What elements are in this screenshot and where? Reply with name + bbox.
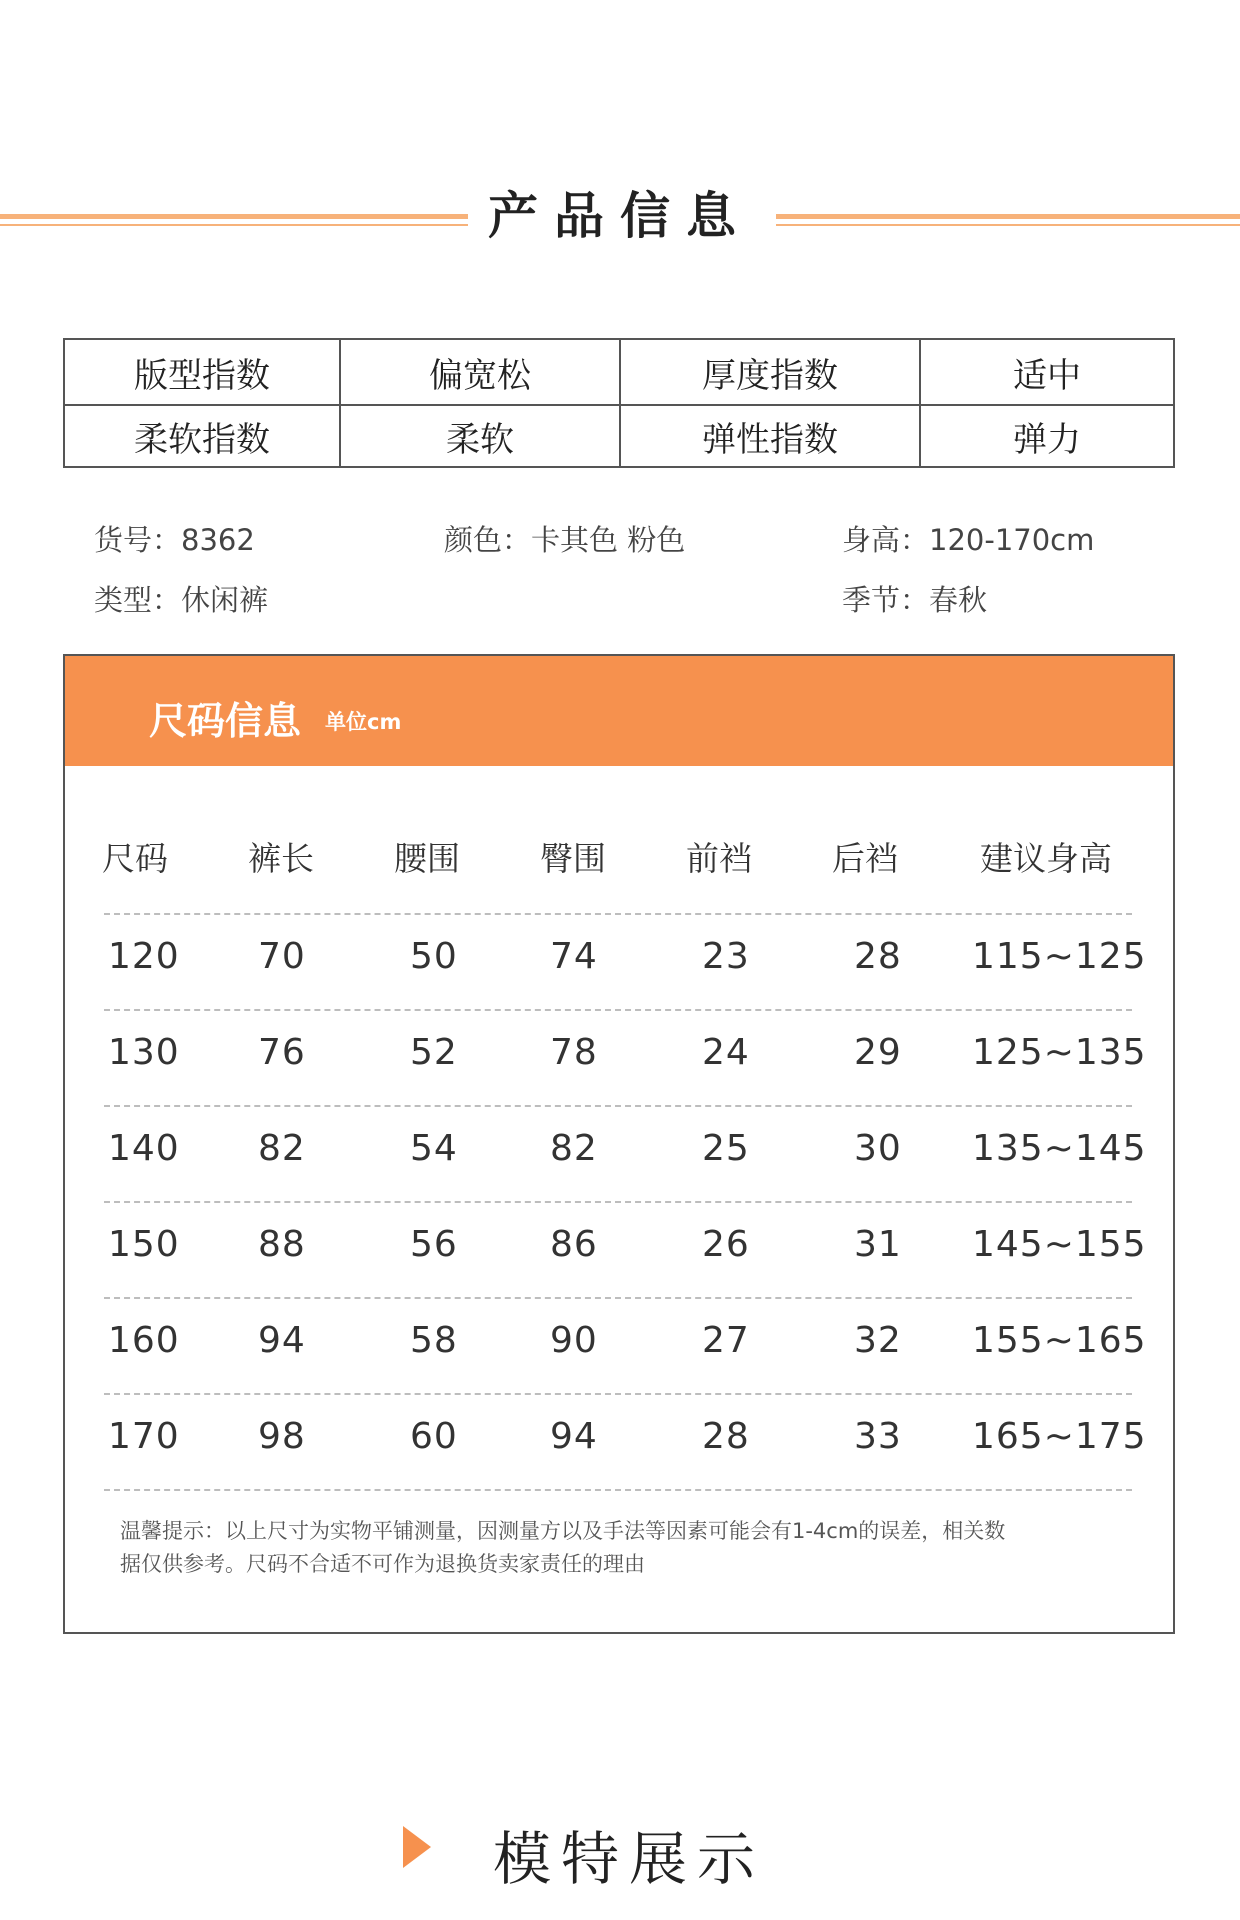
attr-elasticity-value: 弹力: [1013, 419, 1081, 460]
table-cell: 115~125: [972, 936, 1147, 977]
table-cell: 29: [854, 1032, 902, 1073]
table-cell: 33: [854, 1416, 902, 1457]
attr-elasticity-label: 弹性指数: [702, 419, 838, 460]
table-cell: 30: [854, 1128, 902, 1169]
table-cell: 125~135: [972, 1032, 1147, 1073]
table-cell: 50: [410, 936, 458, 977]
size-unit: 单位cm: [325, 710, 402, 734]
row-divider: [104, 1105, 1132, 1107]
attribute-table: [63, 338, 1175, 468]
table-cell: 98: [258, 1416, 306, 1457]
table-cell: 28: [702, 1416, 750, 1457]
attr-thickness-value: 适中: [1013, 355, 1081, 396]
col-header-hip: 臀围: [540, 839, 606, 878]
table-cell: 26: [702, 1224, 750, 1265]
recommended-height: 身高：120-170cm: [842, 523, 1095, 557]
col-header-height: 建议身高: [980, 839, 1112, 878]
attr-fit-label: 版型指数: [134, 355, 270, 396]
play-triangle-icon: [403, 1826, 431, 1868]
attr-softness-label: 柔软指数: [134, 419, 270, 460]
table-cell: 31: [854, 1224, 902, 1265]
col-header-length: 裤长: [248, 839, 314, 878]
row-divider: [104, 1393, 1132, 1395]
attr-softness-value: 柔软: [446, 419, 514, 460]
product-type: 类型：休闲裤: [94, 583, 269, 617]
row-divider: [104, 1489, 1132, 1491]
table-cell: 165~175: [972, 1416, 1147, 1457]
table-cell: 23: [702, 936, 750, 977]
table-cell: 70: [258, 936, 306, 977]
table-cell: 94: [258, 1320, 306, 1361]
product-color: 颜色：卡其色 粉色: [444, 523, 686, 557]
table-cell: 130: [108, 1032, 180, 1073]
table-cell: 25: [702, 1128, 750, 1169]
row-divider: [104, 913, 1132, 915]
section-title: 产品信息: [488, 187, 752, 245]
title-line-left: [0, 214, 468, 219]
row-divider: [104, 1201, 1132, 1203]
table-cell: 52: [410, 1032, 458, 1073]
table-cell: 82: [550, 1128, 598, 1169]
row-divider: [104, 1297, 1132, 1299]
size-info-title: 尺码信息: [149, 699, 302, 743]
table-cell: 58: [410, 1320, 458, 1361]
table-cell: 32: [854, 1320, 902, 1361]
table-cell: 24: [702, 1032, 750, 1073]
table-cell: 135~145: [972, 1128, 1147, 1169]
size-note-line-2: 据仅供参考。尺码不合适不可作为退换货卖家责任的理由: [120, 1552, 645, 1576]
col-header-size: 尺码: [102, 839, 168, 878]
attr-fit-value: 偏宽松: [429, 355, 531, 396]
table-cell: 90: [550, 1320, 598, 1361]
table-cell: 27: [702, 1320, 750, 1361]
table-cell: 150: [108, 1224, 180, 1265]
table-cell: 94: [550, 1416, 598, 1457]
table-cell: 88: [258, 1224, 306, 1265]
table-cell: 86: [550, 1224, 598, 1265]
size-note-line-1: 温馨提示：以上尺寸为实物平铺测量，因测量方以及手法等因素可能会有1-4cm的误差，相关数: [120, 1519, 1006, 1543]
title-line-right: [776, 214, 1240, 219]
table-cell: 56: [410, 1224, 458, 1265]
table-cell: 155~165: [972, 1320, 1147, 1361]
table-cell: 145~155: [972, 1224, 1147, 1265]
table-cell: 170: [108, 1416, 180, 1457]
table-cell: 28: [854, 936, 902, 977]
table-cell: 74: [550, 936, 598, 977]
table-cell: 120: [108, 936, 180, 977]
attr-thickness-label: 厚度指数: [702, 355, 838, 396]
col-header-front-rise: 前裆: [686, 839, 752, 878]
model-showcase-title: 模特展示: [493, 1825, 766, 1893]
table-cell: 140: [108, 1128, 180, 1169]
table-cell: 160: [108, 1320, 180, 1361]
col-header-waist: 腰围: [394, 839, 460, 878]
row-divider: [104, 1009, 1132, 1011]
col-header-back-rise: 后裆: [832, 839, 898, 878]
table-cell: 76: [258, 1032, 306, 1073]
table-cell: 54: [410, 1128, 458, 1169]
table-cell: 82: [258, 1128, 306, 1169]
table-cell: 60: [410, 1416, 458, 1457]
item-number: 货号：8362: [94, 523, 255, 557]
size-info-header: [65, 656, 1173, 766]
product-season: 季节：春秋: [842, 583, 988, 617]
table-cell: 78: [550, 1032, 598, 1073]
